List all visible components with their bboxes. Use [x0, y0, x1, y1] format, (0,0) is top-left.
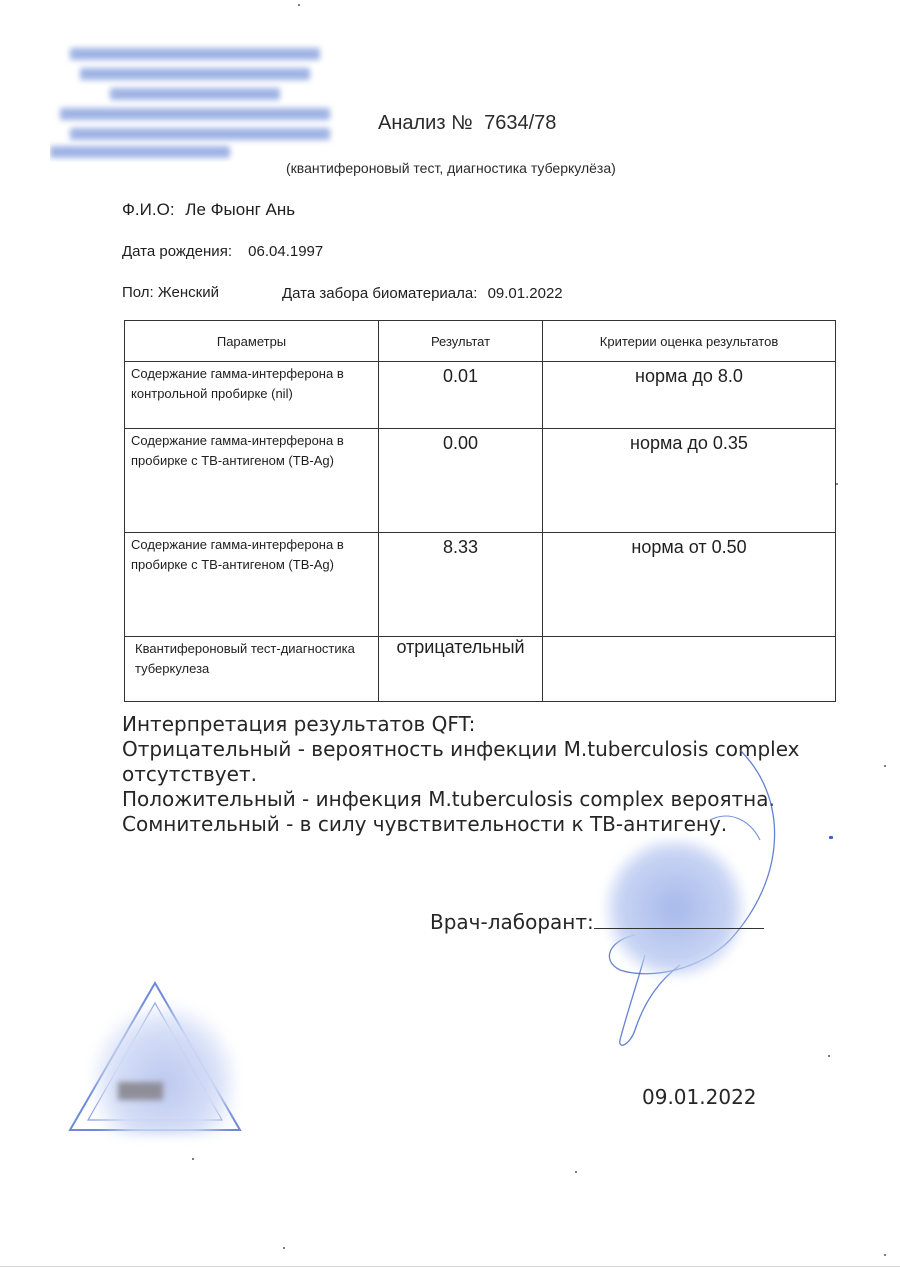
scan-speck [298, 4, 300, 6]
row-parameter: Содержание гамма-интерферона в пробирке с ТВ-антигеном (ТВ-Ag) [125, 533, 379, 637]
dob-value: 06.04.1997 [248, 243, 324, 260]
scan-speck [575, 1171, 577, 1173]
interpretation-line: Сомнительный - в силу чувствительности к ТВ-антигену. [122, 812, 728, 836]
row-criteria: норма до 0.35 [543, 429, 836, 533]
row-result: 0.01 [379, 362, 543, 429]
row-criteria: норма от 0.50 [543, 533, 836, 637]
dob-label: Дата рождения: [122, 243, 232, 260]
collection-date-value: 09.01.2022 [487, 285, 563, 302]
table-row [125, 637, 836, 702]
scan-speck [828, 1055, 830, 1057]
row-result: 8.33 [379, 533, 543, 637]
row-criteria: норма до 8.0 [543, 362, 836, 429]
interpretation-heading: Интерпретация результатов QFT: [122, 712, 476, 736]
row-result: 0.00 [379, 429, 543, 533]
collection-date-row [282, 285, 563, 302]
header-criteria: Критерии оценка результатов [543, 321, 836, 362]
signature-line [594, 910, 764, 929]
collection-date-label: Дата забора биоматериала: [282, 285, 478, 302]
scan-speck [192, 1158, 194, 1160]
document-title [378, 112, 556, 135]
redacted-stamp [92, 1005, 237, 1135]
scan-speck [884, 1254, 886, 1256]
analysis-number: 7634/78 [484, 112, 557, 134]
table-row [125, 429, 836, 533]
scan-speck [836, 483, 838, 485]
header-result: Результат [379, 321, 543, 362]
title-prefix: Анализ № [378, 112, 473, 134]
patient-name-row [122, 200, 295, 220]
row-parameter: Квантифероновый тест-диагностика туберкулеза [125, 637, 379, 702]
date-of-birth-row [122, 243, 323, 260]
doctor-label: Врач-лаборант: [430, 910, 594, 934]
interpretation-line: Положительный - инфекция M.tuberculosis complex вероятна. [122, 787, 775, 811]
fio-value: Ле Фыонг Ань [185, 200, 296, 219]
fio-label: Ф.И.О: [122, 200, 175, 219]
document-subtitle: (квантифероновый тест, диагностика туберкулёза) [286, 160, 616, 176]
table-row [125, 362, 836, 429]
sex-value: Женский [157, 284, 220, 301]
row-criteria [543, 637, 836, 702]
redacted-stamp-text [118, 1082, 163, 1100]
sex-label: Пол: [122, 284, 154, 301]
scan-speck [283, 1247, 285, 1249]
redacted-lab-header [50, 40, 342, 162]
scan-speck [829, 836, 833, 839]
table-row [125, 533, 836, 637]
redacted-signature [600, 838, 750, 978]
table-header-row [125, 321, 836, 362]
row-result: отрицательный [379, 637, 543, 702]
interpretation-line: Отрицательный - вероятность инфекции M.tuberculosis complex [122, 737, 800, 761]
scan-speck [884, 765, 886, 767]
row-parameter: Содержание гамма-интерферона в пробирке с ТВ-антигеном (ТВ-Ag) [125, 429, 379, 533]
doctor-signature-row [430, 910, 764, 934]
sex-row [122, 284, 219, 301]
document-date: 09.01.2022 [642, 1085, 757, 1109]
interpretation-line: отсутствует. [122, 762, 257, 786]
header-parameters: Параметры [125, 321, 379, 362]
page-edge [0, 1266, 900, 1267]
row-parameter: Содержание гамма-интерферона в контрольной пробирке (nil) [125, 362, 379, 429]
results-table [124, 320, 836, 702]
